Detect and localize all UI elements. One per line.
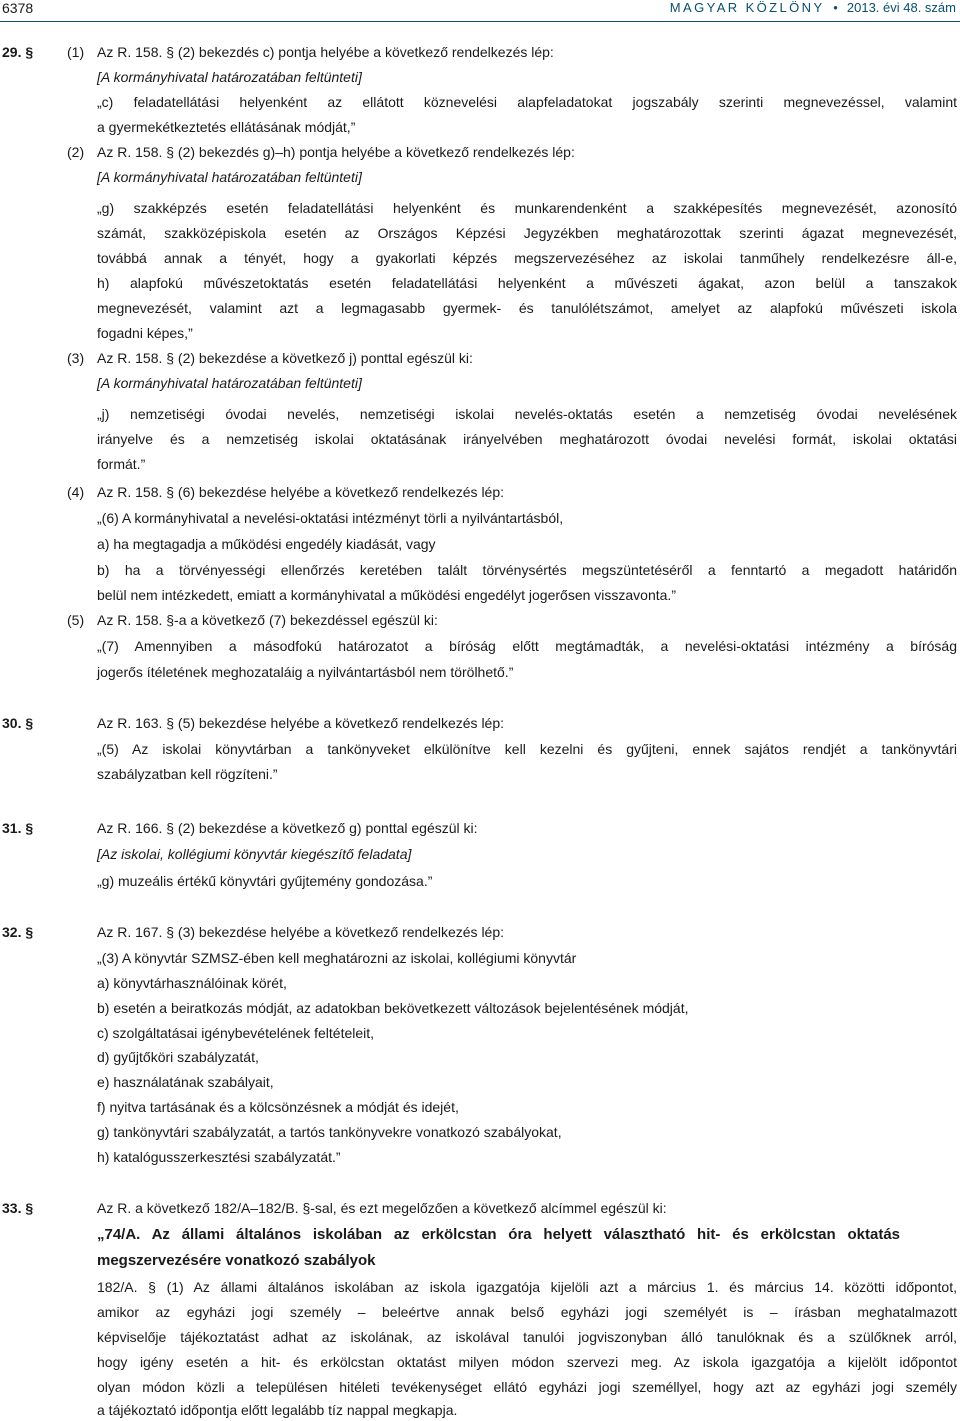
paragraph-intro: Az R. 158. § (2) bekezdés g)–h) pontja helyébe a következő rendelkezés lép: xyxy=(97,144,575,160)
body-text: amikor az egyházi jogi személy – beleértve annak belső egyházi jogi személyét is – írásban meghatalmazott xyxy=(97,1304,957,1320)
list-item: e) használatának szabályait, xyxy=(97,1074,274,1090)
list-item: f) nyitva tartásának és a kölcsönzésnek a módját és idejét, xyxy=(97,1099,459,1115)
amendment-text: h) alapfokú művészetoktatás esetén feladatellátási helyenként a művészeti ágakat, azon belül a tanszakok xyxy=(97,275,957,291)
journal-header xyxy=(670,0,956,15)
paragraph-label: (5) xyxy=(67,612,85,628)
amendment-text: szabályzatban kell rögzíteni.” xyxy=(97,766,278,782)
paragraph-intro: Az R. 158. § (2) bekezdés c) pontja helyébe a következő rendelkezés lép: xyxy=(97,44,554,60)
page-header xyxy=(0,0,960,18)
paragraph-label: (1) xyxy=(67,44,85,60)
list-item: d) gyűjtőköri szabályzatát, xyxy=(97,1049,259,1065)
bullet-separator: • xyxy=(833,0,838,15)
list-item: h) katalógusszerkesztési szabályzatát.” xyxy=(97,1149,341,1165)
journal-issue-date: 2013. évi 48. szám xyxy=(846,0,956,15)
body-text: 182/A. § (1) Az állami általános iskolában az iskola igazgatója kijelöli azt a március 1. és március 14. közötti időpontot, xyxy=(97,1279,957,1295)
list-item: c) szolgáltatásai igénybevételének feltételeit, xyxy=(97,1025,375,1041)
amendment-text: „(7) Amennyiben a másodfokú határozatot a bíróság előtt megtámadták, a nevelési-oktatási intézmény a bíróság xyxy=(97,638,957,654)
header-rule xyxy=(0,21,960,22)
amendment-text: formát.” xyxy=(97,456,146,472)
context-line: [Az iskolai, kollégiumi könyvtár kiegészítő feladata] xyxy=(97,846,412,862)
paragraph-label: (4) xyxy=(67,484,85,500)
amendment-text: a) ha megtagadja a működési engedély kiadását, vagy xyxy=(97,536,436,552)
paragraph-intro: Az R. 158. § (2) bekezdése a következő j) ponttal egészül ki: xyxy=(97,350,473,366)
list-item: b) esetén a beiratkozás módját, az adatokban bekövetkezett változások bejelentésének módját, xyxy=(97,1000,689,1016)
amendment-text: belül nem intézkedett, emiatt a kormányhivatal a működési engedélyt jogerősen visszavonta.” xyxy=(97,587,676,603)
paragraph-intro: Az R. 158. § (6) bekezdése helyébe a következő rendelkezés lép: xyxy=(97,484,505,500)
amendment-text: jogerős ítéletének meghozataláig a nyilvántartásból nem törölhető.” xyxy=(97,664,514,680)
amendment-text: irányelve és a nemzetiség iskolai oktatásának irányelvében meghatározott óvodai nevelési formát, iskolai oktatási xyxy=(97,431,957,447)
amendment-text: „c) feladatellátási helyenként az ellátott köznevelési alapfeladatokat jogszabály szerinti megnevezéssel, valamint xyxy=(97,94,957,110)
amendment-text: megnevezését, valamint azt a legmagasabb gyermek- és tanulólétszámot, amelyet az alapfokú művészeti iskola xyxy=(97,300,957,316)
paragraph-intro: Az R. 158. §-a a következő (7) bekezdéssel egészül ki: xyxy=(97,612,438,628)
paragraph-label: (2) xyxy=(67,144,85,160)
section-number: 32. § xyxy=(2,924,34,940)
amendment-text: továbbá annak a tényét, hogy a gyakorlati képzés megszervezéséhez az iskolai tanműhely rendelkezésre áll-e, xyxy=(97,250,957,266)
body-text: hogy igény esetén a hit- és erkölcstan oktatást milyen módon szervezi meg. Az iskola igazgatója a kijelölt időpontot xyxy=(97,1354,957,1370)
paragraph-intro: Az R. a következő 182/A–182/B. §-sal, és ezt megelőzően a következő alcímmel egészül ki: xyxy=(97,1200,667,1216)
amendment-text: „g) muzeális értékű könyvtári gyűjtemény gondozása.” xyxy=(97,873,433,889)
paragraph-intro: Az R. 163. § (5) bekezdése helyébe a következő rendelkezés lép: xyxy=(97,715,505,731)
amendment-text: „(6) A kormányhivatal a nevelési-oktatási intézményt törli a nyilvántartásból, xyxy=(97,510,564,526)
amendment-text: fogadni képes,” xyxy=(97,325,193,341)
context-line: [A kormányhivatal határozatában feltünteti] xyxy=(97,375,362,391)
section-number: 29. § xyxy=(2,44,34,60)
paragraph-label: (3) xyxy=(67,350,85,366)
amendment-text: „(3) A könyvtár SZMSZ-ében kell meghatározni az iskolai, kollégiumi könyvtár xyxy=(97,950,577,966)
amendment-text: b) ha a törvényességi ellenőrzés keretében talált törvénysértés megszüntetéséről a fenntartó a megadott határidőn xyxy=(97,562,957,578)
section-number: 33. § xyxy=(2,1200,34,1216)
list-item: a) könyvtárhasználóinak körét, xyxy=(97,975,287,991)
journal-title: MAGYAR KÖZLÖNY xyxy=(669,0,825,15)
amendment-text: „j) nemzetiségi óvodai nevelés, nemzetiségi iskolai nevelés-oktatás esetén a nemzetiség óvodai nevelésének xyxy=(97,406,957,422)
amendment-text: „(5) Az iskolai könyvtárban a tankönyveket elkülönítve kell kezelni és gyűjteni, ennek sajátos rendjét a tankönyvtári xyxy=(97,741,957,757)
body-text: olyan módon közli a településen hitéleti tevékenységet ellátó egyházi jogi személlyel, hogy azt az egyházi jogi személy xyxy=(97,1379,957,1395)
context-line: [A kormányhivatal határozatában feltünteti] xyxy=(97,69,362,85)
amendment-text: a gyermekétkeztetés ellátásának módját,” xyxy=(97,119,356,135)
subtitle-heading: „74/A. Az állami általános iskolában az erkölcstan óra helyett választható hit- és erkölcstan oktatás xyxy=(97,1226,900,1243)
subtitle-heading: megszervezésére vonatkozó szabályok xyxy=(97,1252,376,1269)
amendment-text: „g) szakképzés esetén feladatellátási helyenként és munkarendenként a szakképesítés megnevezését, azonosító xyxy=(97,200,957,216)
amendment-text: számát, szakközépiskola esetén az Országos Képzési Jegyzékben meghatározottak szerinti ágazat megnevezését, xyxy=(97,225,957,241)
list-item: g) tankönyvtári szabályzatát, a tartós tankönyvekre vonatkozó szabályokat, xyxy=(97,1124,562,1140)
section-number: 30. § xyxy=(2,715,34,731)
context-line: [A kormányhivatal határozatában feltünteti] xyxy=(97,169,362,185)
section-number: 31. § xyxy=(2,820,34,836)
body-text: a tájékoztató időpontja előtt legalább tíz nappal megkapja. xyxy=(97,1402,458,1418)
body-text: képviselője tájékoztatást adhat az iskolának, az iskolával tanulói jogviszonyban álló tanulóknak és a szülőknek arról, xyxy=(97,1329,957,1345)
paragraph-intro: Az R. 166. § (2) bekezdése a következő g) ponttal egészül ki: xyxy=(97,820,478,836)
page-number: 6378 xyxy=(2,0,34,16)
paragraph-intro: Az R. 167. § (3) bekezdése helyébe a következő rendelkezés lép: xyxy=(97,924,505,940)
